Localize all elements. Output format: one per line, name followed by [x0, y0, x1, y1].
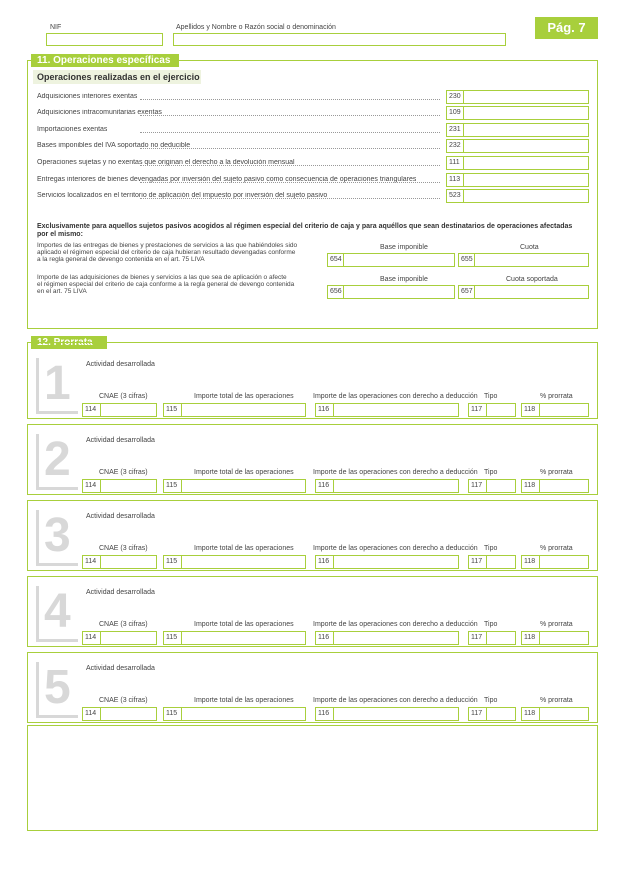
ops-row-label: Importaciones exentas [37, 126, 108, 133]
prorrata-field[interactable] [539, 631, 589, 645]
cnae-label: CNAE (3 cifras) [99, 469, 148, 476]
total-field[interactable] [181, 707, 306, 721]
tipo-label: Tipo [484, 697, 498, 704]
prorrata-block-number: 2 [44, 433, 71, 486]
total-code: 115 [163, 479, 181, 493]
total-code: 115 [163, 403, 181, 417]
deduccion-label: Importe de las operaciones con derecho a deducción [313, 697, 478, 704]
prorrata-field[interactable] [539, 555, 589, 569]
caja-row-1-line-1: Importes de las entregas de bienes y prestaciones de servicios a las que habiéndoles sido [37, 242, 298, 249]
deduccion-code: 116 [315, 631, 333, 645]
total-label: Importe total de las operaciones [194, 545, 294, 552]
caja-row-2-line-3: en el art. 75 LIVA [37, 288, 87, 295]
tipo-field[interactable] [486, 479, 516, 493]
deduccion-field[interactable] [333, 555, 459, 569]
ops-row-label: Servicios localizados en el territorio de aplicación del impuesto por inversión del sujeto pasivo [37, 192, 328, 199]
caja-row-2-col2-label: Cuota soportada [506, 276, 558, 283]
total-field[interactable] [181, 555, 306, 569]
cnae-label: CNAE (3 cifras) [99, 393, 148, 400]
ops-row-leader [140, 115, 440, 116]
total-label: Importe total de las operaciones [194, 393, 294, 400]
ops-row-leader [140, 132, 440, 133]
prorrata-label: % prorrata [540, 393, 573, 400]
name-label: Apellidos y Nombre o Razón social o denominación [176, 24, 336, 31]
caja-row-1-col2-label: Cuota [520, 244, 539, 251]
prorrata-label: % prorrata [540, 697, 573, 704]
nif-field[interactable] [46, 33, 163, 46]
actividad-label: Actividad desarrollada [86, 665, 155, 672]
deduccion-field[interactable] [333, 403, 459, 417]
total-field[interactable] [181, 479, 306, 493]
cnae-field[interactable] [100, 631, 157, 645]
deduccion-field[interactable] [333, 707, 459, 721]
prorrata-field[interactable] [539, 479, 589, 493]
caja-title: Exclusivamente para aquellos sujetos pasivos acogidos al régimen especial del criterio de caja y para aquéllos que sean destinatarios de operaciones afectadas por el mismo: [37, 223, 573, 238]
deduccion-field[interactable] [333, 479, 459, 493]
tipo-code: 117 [468, 707, 486, 721]
caja-row-2-col1-label: Base imponible [380, 276, 428, 283]
tipo-label: Tipo [484, 393, 498, 400]
deduccion-field[interactable] [333, 631, 459, 645]
ops-row-label: Entregas interiores de bienes devengadas por inversión del sujeto pasivo como consecuencia de operaciones triangulares [37, 176, 417, 183]
ops-row-field[interactable] [463, 123, 589, 137]
ops-row-leader [140, 182, 440, 183]
caja-row-2-label [37, 274, 325, 295]
actividad-label: Actividad desarrollada [86, 513, 155, 520]
caja-row-2-field2[interactable] [474, 285, 589, 299]
page-number-badge: Pág. 7 [535, 17, 598, 39]
caja-row-1-line-3: a la regla general de devengo contenida en el art. 75 LIVA [37, 256, 205, 263]
tipo-field[interactable] [486, 631, 516, 645]
tipo-label: Tipo [484, 621, 498, 628]
bottom-empty-frame [27, 725, 598, 831]
tipo-field[interactable] [486, 403, 516, 417]
prorrata-label: % prorrata [540, 621, 573, 628]
ops-row-code: 113 [446, 173, 463, 187]
prorrata-block-number: 4 [44, 585, 71, 638]
caja-row-1-code1: 654 [327, 253, 343, 267]
ops-row-code: 232 [446, 139, 463, 153]
total-code: 115 [163, 631, 181, 645]
deduccion-label: Importe de las operaciones con derecho a deducción [313, 469, 478, 476]
prorrata-block-number-bar [36, 586, 39, 642]
tipo-code: 117 [468, 479, 486, 493]
actividad-label: Actividad desarrollada [86, 361, 155, 368]
total-field[interactable] [181, 631, 306, 645]
deduccion-code: 116 [315, 479, 333, 493]
caja-row-2-field1[interactable] [343, 285, 455, 299]
ops-row-field[interactable] [463, 156, 589, 170]
cnae-code: 114 [82, 479, 100, 493]
ops-row-field[interactable] [463, 139, 589, 153]
total-label: Importe total de las operaciones [194, 469, 294, 476]
caja-row-1-line-2: aplicado el régimen especial del criterio de caja hubieran resultado devengadas conforme [37, 249, 296, 256]
ops-row-code: 231 [446, 123, 463, 137]
tipo-field[interactable] [486, 555, 516, 569]
ops-row-code: 523 [446, 189, 463, 203]
ops-row-code: 230 [446, 90, 463, 104]
prorrata-code: 118 [521, 555, 539, 569]
ops-row-leader [140, 165, 440, 166]
tipo-code: 117 [468, 555, 486, 569]
total-field[interactable] [181, 403, 306, 417]
total-label: Importe total de las operaciones [194, 697, 294, 704]
cnae-label: CNAE (3 cifras) [99, 621, 148, 628]
caja-row-2-code1: 656 [327, 285, 343, 299]
caja-row-1-field2[interactable] [474, 253, 589, 267]
prorrata-block-number: 3 [44, 509, 71, 562]
total-code: 115 [163, 555, 181, 569]
prorrata-field[interactable] [539, 707, 589, 721]
total-label: Importe total de las operaciones [194, 621, 294, 628]
prorrata-code: 118 [521, 707, 539, 721]
deduccion-code: 116 [315, 707, 333, 721]
ops-row-leader [140, 99, 440, 100]
tipo-label: Tipo [484, 469, 498, 476]
prorrata-block-number-bar [36, 358, 39, 414]
prorrata-block-number: 5 [44, 661, 71, 714]
deduccion-label: Importe de las operaciones con derecho a deducción [313, 393, 478, 400]
tipo-code: 117 [468, 631, 486, 645]
ops-row-field[interactable] [463, 189, 589, 203]
cnae-field[interactable] [100, 707, 157, 721]
caja-row-1-label [37, 242, 325, 263]
tipo-code: 117 [468, 403, 486, 417]
prorrata-code: 118 [521, 403, 539, 417]
prorrata-block-number-base [36, 639, 78, 642]
prorrata-block-number-base [36, 487, 78, 490]
caja-row-2-line-2: el régimen especial del criterio de caja conforme a la regla general de devengo contenida [37, 281, 295, 288]
prorrata-block-number-bar [36, 434, 39, 490]
cnae-label: CNAE (3 cifras) [99, 697, 148, 704]
tipo-field[interactable] [486, 707, 516, 721]
ops-row-label: Operaciones sujetas y no exentas que originan el derecho a la devolución mensual [37, 159, 295, 166]
ops-row-label: Adquisiciones intracomunitarias exentas [37, 109, 162, 116]
caja-row-2-line-1: Importe de las adquisiciones de bienes y servicios a las que sea de aplicación o afecte [37, 274, 287, 281]
prorrata-field[interactable] [539, 403, 589, 417]
caja-row-1-code2: 655 [458, 253, 474, 267]
cnae-field[interactable] [100, 555, 157, 569]
cnae-field[interactable] [100, 403, 157, 417]
deduccion-label: Importe de las operaciones con derecho a deducción [313, 545, 478, 552]
ops-row-field[interactable] [463, 173, 589, 187]
actividad-label: Actividad desarrollada [86, 589, 155, 596]
ops-row-code: 109 [446, 106, 463, 120]
section-11-title: 11. Operaciones específicas [31, 54, 179, 67]
cnae-code: 114 [82, 555, 100, 569]
cnae-code: 114 [82, 707, 100, 721]
name-field[interactable] [173, 33, 506, 46]
nif-label: NIF [50, 24, 62, 31]
prorrata-block-number: 1 [44, 357, 71, 410]
deduccion-code: 116 [315, 555, 333, 569]
prorrata-code: 118 [521, 631, 539, 645]
cnae-code: 114 [82, 631, 100, 645]
deduccion-label: Importe de las operaciones con derecho a deducción [313, 621, 478, 628]
ops-row-label: Bases imponibles del IVA soportado no deducible [37, 142, 191, 149]
ops-row-field[interactable] [463, 90, 589, 104]
prorrata-label: % prorrata [540, 545, 573, 552]
ops-row-field[interactable] [463, 106, 589, 120]
prorrata-block-number-base [36, 411, 78, 414]
ops-row-leader [140, 198, 440, 199]
prorrata-block-number-base [36, 563, 78, 566]
ops-row-leader [140, 148, 440, 149]
prorrata-block-number-bar [36, 662, 39, 718]
tipo-label: Tipo [484, 545, 498, 552]
section-11-subtitle: Operaciones realizadas en el ejercicio [33, 70, 201, 84]
ops-row-label: Adquisiciones interiores exentas [37, 93, 138, 100]
section-12-title: 12. Prorrata [31, 336, 107, 349]
cnae-label: CNAE (3 cifras) [99, 545, 148, 552]
caja-row-1-col1-label: Base imponible [380, 244, 428, 251]
prorrata-label: % prorrata [540, 469, 573, 476]
prorrata-block-number-base [36, 715, 78, 718]
cnae-code: 114 [82, 403, 100, 417]
ops-row-code: 111 [446, 156, 463, 170]
caja-row-1-field1[interactable] [343, 253, 455, 267]
cnae-field[interactable] [100, 479, 157, 493]
prorrata-block-number-bar [36, 510, 39, 566]
total-code: 115 [163, 707, 181, 721]
caja-row-2-code2: 657 [458, 285, 474, 299]
prorrata-code: 118 [521, 479, 539, 493]
deduccion-code: 116 [315, 403, 333, 417]
actividad-label: Actividad desarrollada [86, 437, 155, 444]
